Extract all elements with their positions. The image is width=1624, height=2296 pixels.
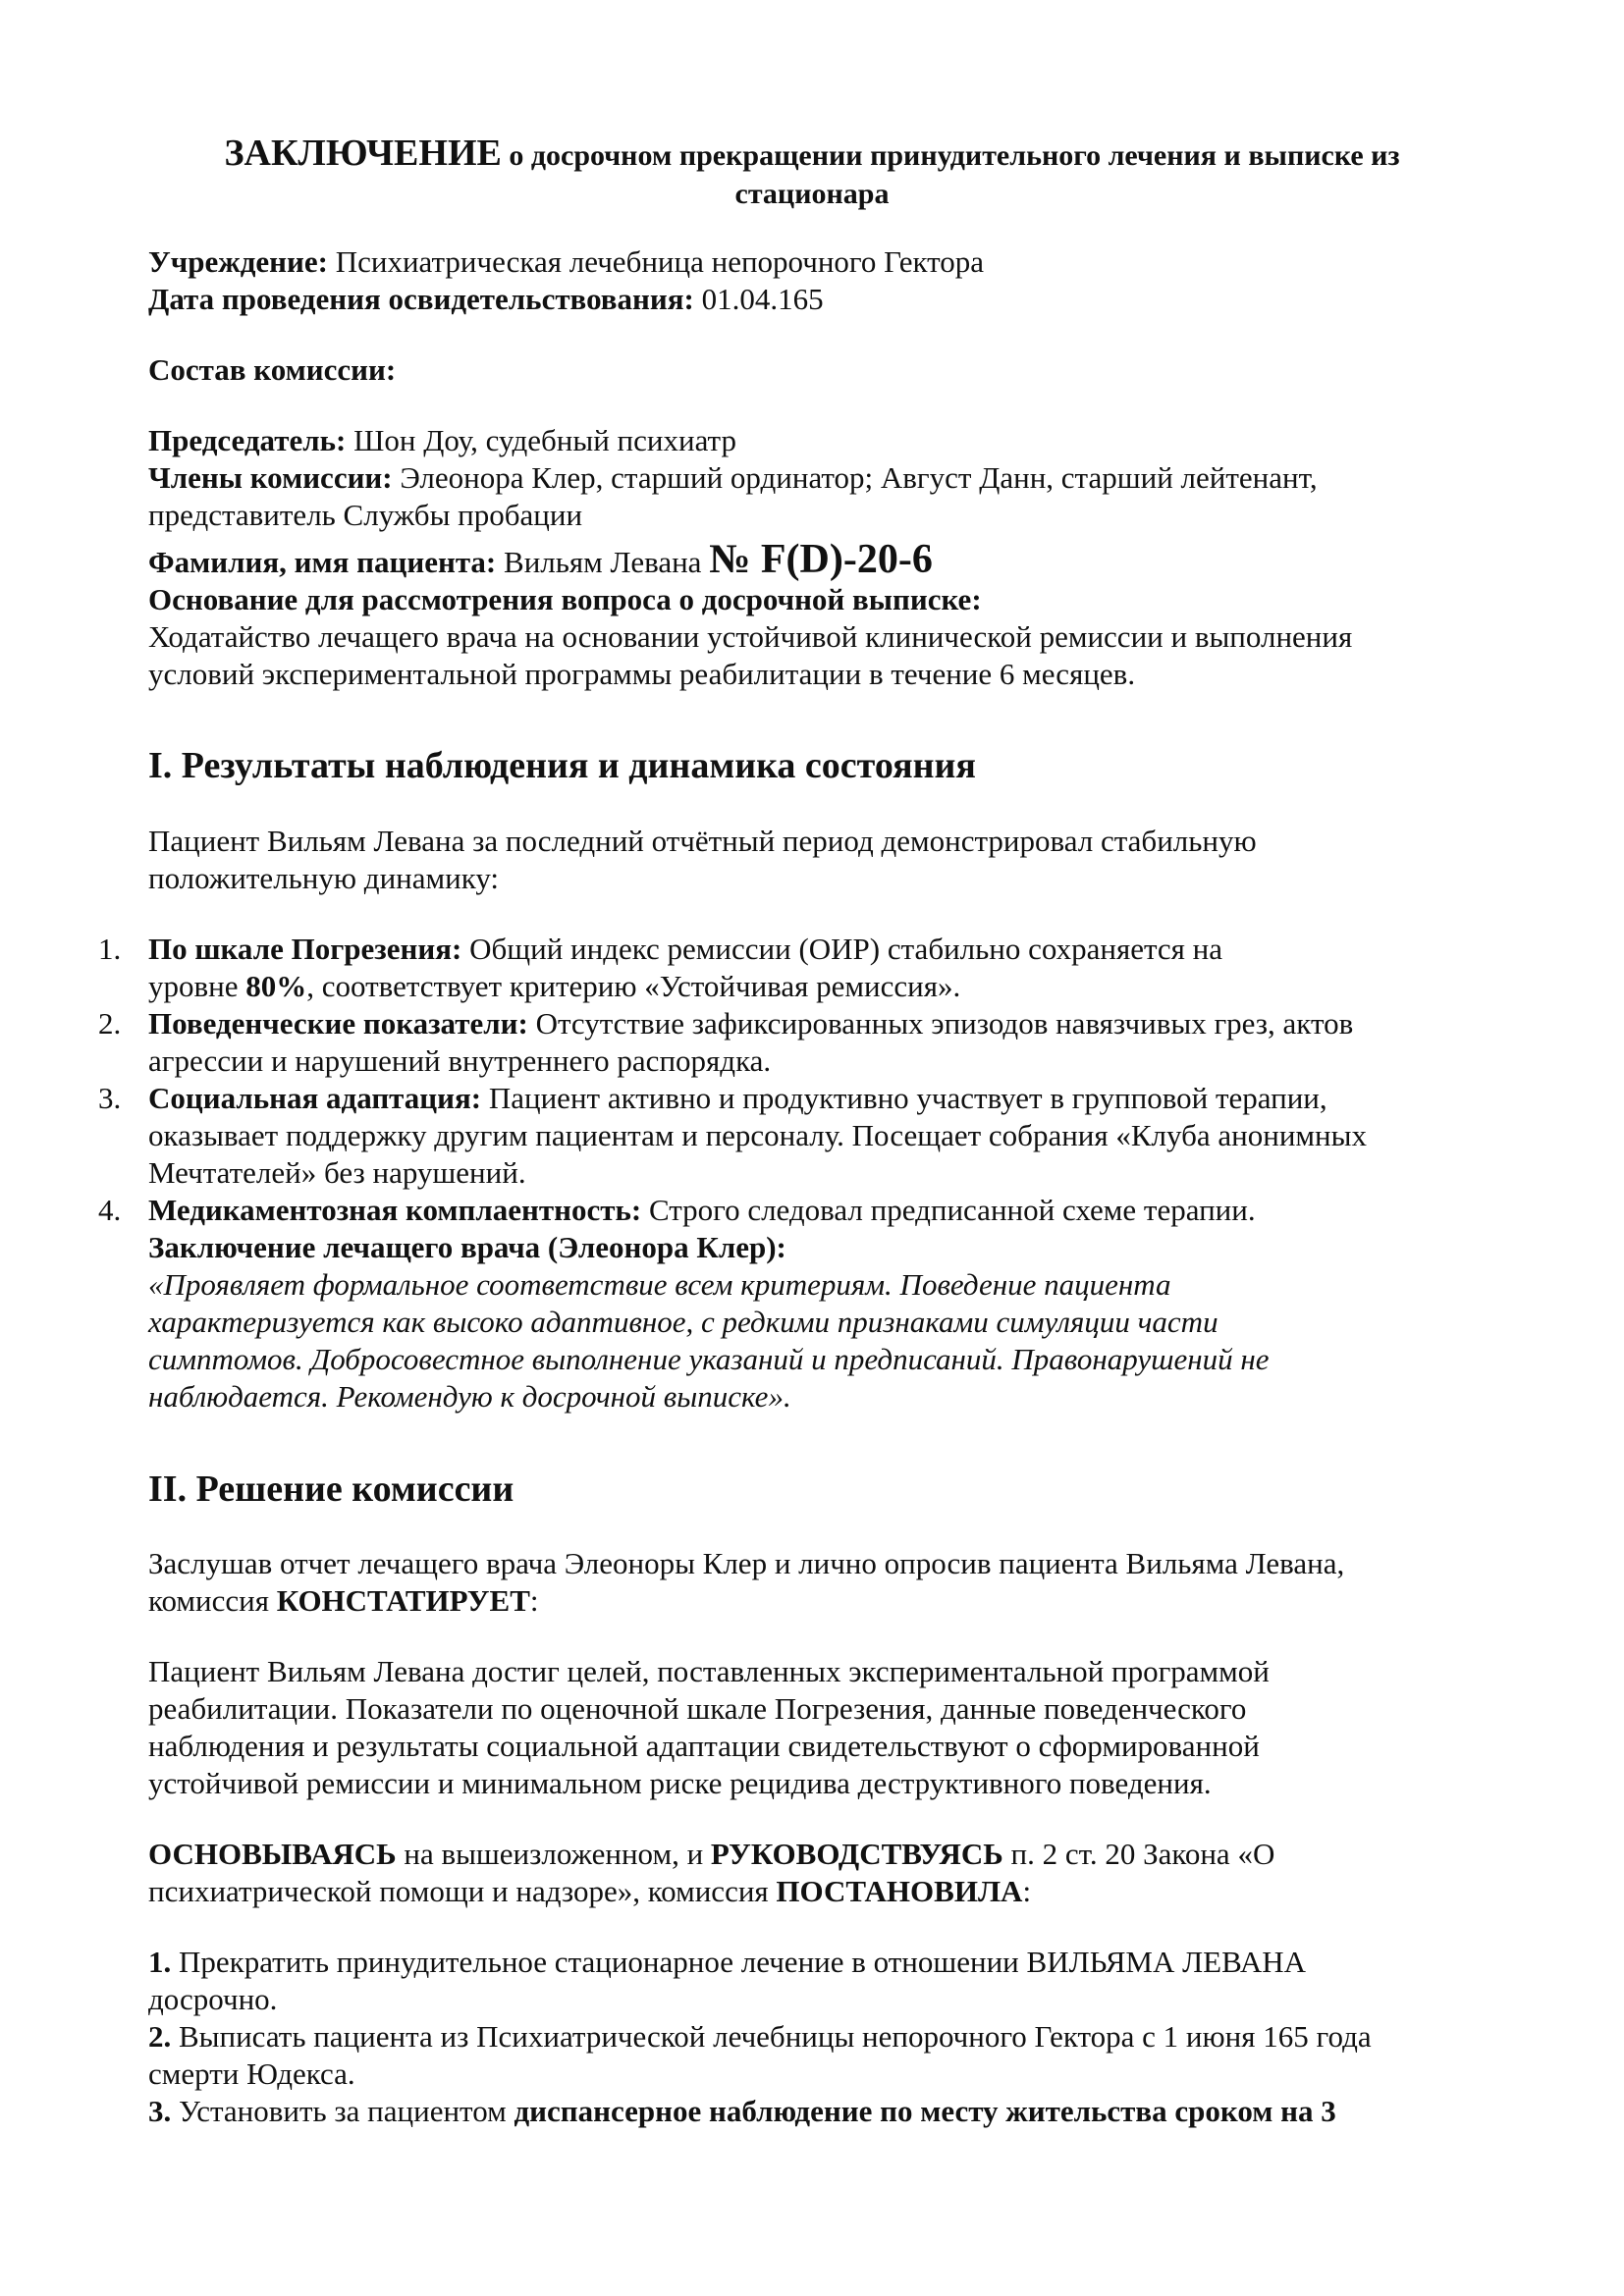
list-item-number: 4. xyxy=(98,1193,122,1227)
chair-line: Председатель: Шон Доу, судебный психиатр xyxy=(148,423,736,457)
list-item-3-cont: оказывает поддержку другим пациентам и персоналу. Посещает собрания «Клуба анонимных xyxy=(148,1118,1367,1152)
decision-3: 3. Установить за пациентом диспансерное наблюдение по месту жительства сроком на 3 xyxy=(148,2094,1336,2128)
title-rest: о досрочном прекращении принудительного лечения и выписке из xyxy=(501,139,1400,172)
section-2-p2-3: наблюдения и результаты социальной адаптации свидетельствуют о сформированной xyxy=(148,1729,1260,1763)
list-item-number: 2. xyxy=(98,1006,122,1041)
institution-line: Учреждение: Психиатрическая лечебница непорочного Гектора xyxy=(148,244,984,279)
decision-1: 1. Прекратить принудительное стационарное лечение в отношении ВИЛЬЯМА ЛЕВАНА xyxy=(148,1945,1306,1979)
patient-number: № F(D)-20-6 xyxy=(709,537,933,582)
section-1-intro-1: Пациент Вильям Левана за последний отчётный период демонстрировал стабильную xyxy=(148,824,1257,858)
list-item-2-cont: агрессии и нарушений внутреннего распорядка. xyxy=(148,1043,772,1078)
list-item-1: По шкале Погрезения: Общий индекс ремиссии (ОИР) стабильно сохраняется на xyxy=(148,932,1223,966)
doctor-quote-2: характеризуется как высоко адаптивное, с редкими признаками симуляции части xyxy=(148,1305,1218,1339)
members-line: Члены комиссии: Элеонора Клер, старший ординатор; Август Данн, старший лейтенант, xyxy=(148,460,1318,495)
section-2-p1-1: Заслушав отчет лечащего врача Элеоноры Клер и лично опросив пациента Вильяма Левана, xyxy=(148,1546,1345,1580)
list-item-number: 3. xyxy=(98,1081,122,1115)
section-2-p3-1: ОСНОВЫВАЯСЬ на вышеизложенном, и РУКОВОДСТВУЯСЬ п. 2 ст. 20 Закона «О xyxy=(148,1837,1275,1871)
document-title-line2: стационара xyxy=(734,178,890,210)
list-item-3-cont-2: Мечтателей» без нарушений. xyxy=(148,1155,526,1190)
decision-2: 2. Выписать пациента из Психиатрической лечебницы непорочного Гектора с 1 июня 165 года xyxy=(148,2019,1372,2054)
basis-text-1: Ходатайство лечащего врача на основании устойчивой клинической ремиссии и выполнения xyxy=(148,619,1353,654)
section-2-p2-4: устойчивой ремиссии и минимальном риске рецидива деструктивного поведения. xyxy=(148,1766,1212,1800)
decision-1-cont: досрочно. xyxy=(148,1982,278,2016)
section-2-p1-2: комиссия КОНСТАТИРУЕТ: xyxy=(148,1583,539,1618)
list-item-2: Поведенческие показатели: Отсутствие зафиксированных эпизодов навязчивых грез, актов xyxy=(148,1006,1354,1041)
patient-line: Фамилия, имя пациента: Вильям Левана № F(D)-20-6 xyxy=(148,537,933,582)
section-2-p2-1: Пациент Вильям Левана достиг целей, поставленных экспериментальной программой xyxy=(148,1654,1270,1688)
doctor-quote-3: симптомов. Добросовестное выполнение указаний и предписаний. Правонарушений не xyxy=(148,1342,1270,1376)
exam-date-line: Дата проведения освидетельствования: 01.04.165 xyxy=(148,282,824,316)
section-2-p3-2: психиатрической помощи и надзоре», комиссия ПОСТАНОВИЛА: xyxy=(148,1874,1032,1908)
list-item-number: 1. xyxy=(98,932,122,966)
section-2-p2-2: реабилитации. Показатели по оценочной шкале Погрезения, данные поведенческого xyxy=(148,1691,1247,1726)
section-1-intro-2: положительную динамику: xyxy=(148,861,500,895)
section-1-heading: I. Результаты наблюдения и динамика состояния xyxy=(148,745,976,786)
list-item-4: Медикаментозная комплаентность: Строго следовал предписанной схеме терапии. xyxy=(148,1193,1256,1227)
commission-heading: Состав комиссии: xyxy=(148,352,397,387)
list-item-3: Социальная адаптация: Пациент активно и продуктивно участвует в групповой терапии, xyxy=(148,1081,1327,1115)
members-line-2: представитель Службы пробации xyxy=(148,498,583,532)
doctor-conclusion-label: Заключение лечащего врача (Элеонора Клер): xyxy=(148,1230,786,1264)
doctor-quote-1: «Проявляет формальное соответствие всем критериям. Поведение пациента xyxy=(148,1267,1171,1302)
list-item-1-cont: уровне 80%, соответствует критерию «Устойчивая ремиссия». xyxy=(148,969,961,1003)
decision-2-cont: смерти Юдекса. xyxy=(148,2056,355,2091)
basis-label: Основание для рассмотрения вопроса о досрочной выписке: xyxy=(148,582,982,616)
title-main-word: ЗАКЛЮЧЕНИЕ xyxy=(224,133,502,174)
basis-text-2: условий экспериментальной программы реабилитации в течение 6 месяцев. xyxy=(148,657,1136,691)
section-2-heading: II. Решение комиссии xyxy=(148,1468,514,1510)
doctor-quote-4: наблюдается. Рекомендую к досрочной выписке». xyxy=(148,1379,791,1414)
